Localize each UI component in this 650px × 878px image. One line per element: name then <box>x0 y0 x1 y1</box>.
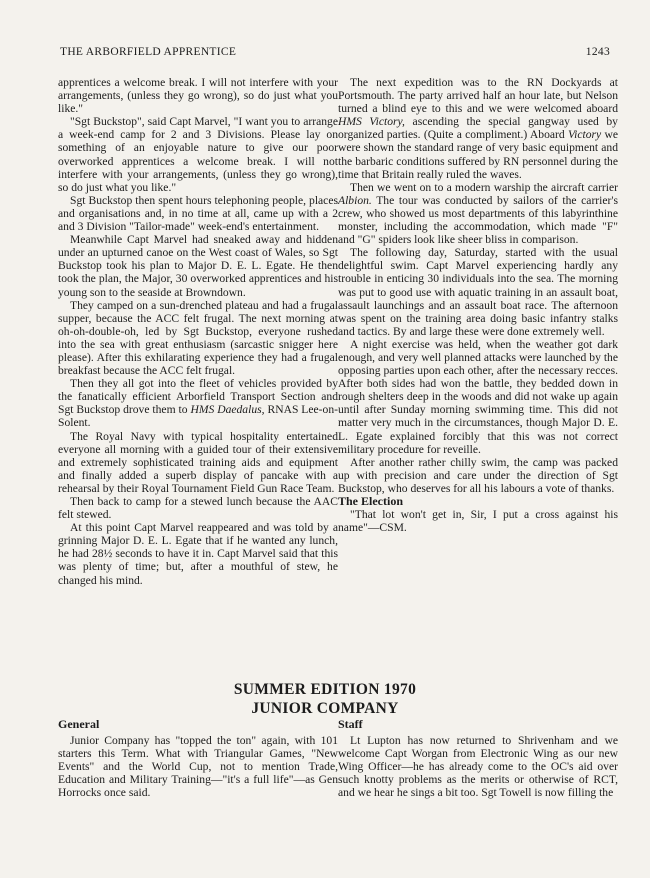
right-column <box>338 76 618 534</box>
section-heading-election: The Election <box>338 494 403 508</box>
paragraph: A night exercise was held, when the weather got dark enough, and very well planned attacks were launched by the opposing parties upon each other, after the necessary recces. After both sides had won the battle, they bedded down in rough shelters deep in the woods and did not wake up again until after Sunday morning swimming time. This did not matter very much in the circumstances, though Major D. E. L. Egate explained forcibly that this was not correct military procedure for reveille. <box>338 337 618 456</box>
bottom-left-column <box>58 718 338 800</box>
paragraph: "That lot won't get in, Sir, I put a cross against his name"—CSM. <box>338 508 618 535</box>
paragraph: After another rather chilly swim, the camp was packed up with precision and care under the direction of Sgt Buckstop, who deserves for all his labours a vote of thanks. <box>338 455 618 495</box>
text-run: The next expedition was to the RN Dockyards at Portsmouth. The party arrived half an hour late, but Nelson turned a blind eye to this and we were welcomed aboard <box>338 76 618 116</box>
paragraph: Sgt Buckstop then spent hours telephoning people, places and organisations and, in no time at all, came up with a 2 and 3 Division "Tailor-made" week-end's entertainment. <box>58 193 338 234</box>
section-banner <box>0 680 650 718</box>
paragraph <box>338 181 618 246</box>
paragraph: Junior Company has "topped the ton" again, with 101 starters this Term. What with Triangular Games, "New Events" and the World Cup, not to mention Trade, Education and Military Training—"it's a full life"—as Gen Horrocks once said. <box>58 734 338 800</box>
left-column <box>58 76 338 587</box>
running-header <box>60 46 610 58</box>
ship-name: HMS Daedalus, <box>190 403 265 417</box>
paragraph: At this point Capt Marvel reappeared and was told by a grinning Major D. E. L. Egate that if he wanted any lunch, he had 28½ seconds to have it in. Capt Marvel said that this was plenty of time; but, after a mouthful of stew, he changed his mind. <box>58 521 338 587</box>
paragraph: Lt Lupton has now returned to Shrivenham and we welcome Capt Worgan from Electronic Wing as our new Wing Officer—he has already come to the OC's aid over such knotty problems as the merits or otherwise of RCT, and we hear he sings a bit too. Sgt Towell is now filling the <box>338 734 618 800</box>
paragraph: "Sgt Buckstop", said Capt Marvel, "I want you to arrange a week-end camp for 2 and 3 Divisions. Please lay on something of an enjoyable nature to give our poor overworked apprentices a welcome break. I will not interfere with your arrangements, (unless they go wrong), so do just what you like." <box>58 115 338 194</box>
section-heading-staff: Staff <box>338 717 363 731</box>
paragraph: The Royal Navy with typical hospitality entertained everyone all morning with a guided tour of their extensive and extremely sophisticated training aids and equipment and finally added a superb display of pancake with a rehearsal by their Royal Tournament Field Gun Race Team. <box>58 429 338 495</box>
publication-title: THE ARBORFIELD APPRENTICE <box>60 46 237 58</box>
text-run: we were shown the standard range of very basic equipment and the barbaric conditions suffered by RN personnel during the time that Britain really ruled the waves. <box>338 128 618 181</box>
text-run: ascending the special gangway used by organized parties. (Quite a compliment.) Aboard <box>338 115 618 142</box>
section-heading-general: General <box>58 717 100 731</box>
text-run: The tour was conducted by sailors of the carrier's crew, who showed us most departments of this labyrinthine monster, including the accommodation, which made "F" and "G" spiders look like sheer bliss in comparison. <box>338 193 618 247</box>
banner-edition: SUMMER EDITION 1970 <box>233 681 417 698</box>
ship-name: Albion. <box>338 193 372 207</box>
paragraph: Then back to camp for a stewed lunch because the AAC felt stewed. <box>58 495 338 522</box>
text-run: Then we went on to a modern warship the aircraft carrier <box>350 180 618 194</box>
paragraph <box>58 377 338 429</box>
paragraph: The following day, Saturday, started with the usual delightful swim. Capt Marvel experiencing hardly any trouble in enticing 30 individuals into the sea. The morning was put to good use with aquatic training in an assault boat, assault launchings and an assault boat race. The afternoon was spent on the training area doing basic infantry stalks and tactics. By and large these were done extremely well. <box>338 246 618 338</box>
text-run: RNAS Lee-on-Solent. <box>58 403 338 430</box>
banner-company: JUNIOR COMPANY <box>251 700 399 717</box>
paragraph: apprentices a welcome break. I will not interfere with your arrangements, (unless they go wrong), so do just what you like." <box>58 76 338 116</box>
paragraph <box>338 76 618 181</box>
page-number: 1243 <box>585 46 610 58</box>
paragraph: They camped on a sun-drenched plateau and had a frugal supper, because the ACC felt frugal. The next morning at oh-oh-double-oh, led by Sgt Buckstop, everyone rushed into the sea with great enthusiasm (sarcastic snigger here please). After this exhilarating experience they had a frugal breakfast because the ACC felt frugal. <box>58 298 338 378</box>
text-run: Then they all got into the fleet of vehicles provided by the fanatically efficient Arborfield Transport Section and Sgt Buckstop drove them to <box>58 377 338 417</box>
ship-name: HMS Victory, <box>338 115 405 129</box>
ship-name: Victory <box>567 128 602 142</box>
paragraph: Meanwhile Capt Marvel had sneaked away and hidden under an upturned canoe on the West coast of Wales, so Sgt Buckstop took his plan to Major D. E. L. Egate. He then took the plan, the Major, 30 overworked apprentices and his young son to the seaside at Browndown. <box>58 233 338 299</box>
bottom-right-column <box>338 718 618 800</box>
